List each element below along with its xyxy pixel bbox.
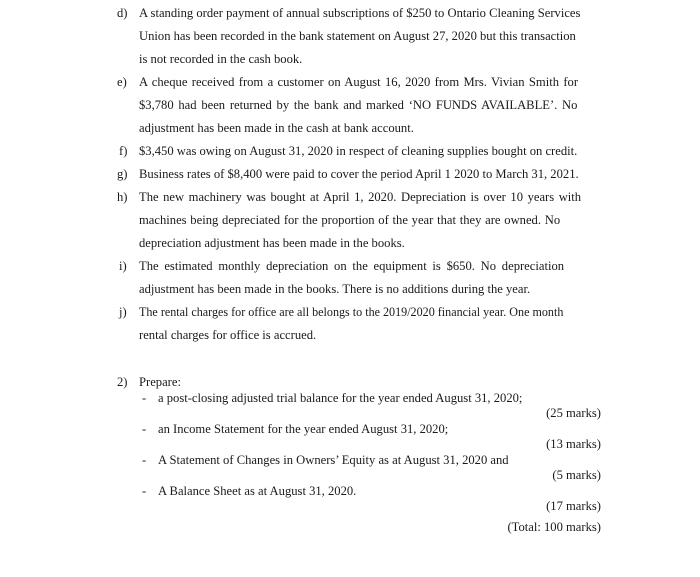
- item-line: adjustment has been made in the cash at bank account.: [139, 121, 414, 135]
- task-text: an Income Statement for the year ended August 31, 2020;: [158, 422, 449, 436]
- item-line: adjustment has been made in the books. There is no additions during the year.: [139, 282, 531, 296]
- item-line: The estimated monthly depreciation on the equipment is $650. No depreciation: [139, 259, 565, 273]
- task-marks: (13 marks): [546, 437, 601, 451]
- task-text: a post-closing adjusted trial balance for the year ended August 31, 2020;: [158, 391, 523, 405]
- item-label: j): [119, 305, 127, 319]
- item-line: $3,450 was owing on August 31, 2020 in respect of cleaning supplies bought on credit.: [139, 144, 578, 158]
- bullet-dash: -: [142, 422, 147, 436]
- task-marks: (5 marks): [552, 468, 601, 482]
- item-line: is not recorded in the cash book.: [139, 52, 303, 66]
- bullet-dash: -: [142, 391, 147, 405]
- item-label: g): [117, 167, 128, 181]
- bullet-dash: -: [142, 453, 147, 467]
- item-line: rental charges for office is accrued.: [139, 328, 317, 342]
- item-line: The new machinery was bought at April 1, 2020. Depreciation is over 10 years with: [139, 190, 582, 204]
- item-label: e): [117, 75, 127, 89]
- section-number: 2): [117, 375, 128, 389]
- item-line: machines being depreciated for the proportion of the year that they are owned. No: [139, 213, 561, 227]
- task-marks: (17 marks): [546, 499, 601, 513]
- prepare-heading: Prepare:: [139, 375, 181, 389]
- item-line: depreciation adjustment has been made in the books.: [139, 236, 405, 250]
- item-label: h): [117, 190, 128, 204]
- task-text: A Balance Sheet as at August 31, 2020.: [158, 484, 357, 498]
- item-label: d): [117, 6, 128, 20]
- bullet-dash: -: [142, 484, 147, 498]
- task-text: A Statement of Changes in Owners’ Equity as at August 31, 2020 and: [158, 453, 509, 467]
- item-label: i): [119, 259, 127, 273]
- total-marks: (Total: 100 marks): [507, 520, 601, 534]
- item-label: f): [119, 144, 128, 158]
- item-line: $3,780 had been returned by the bank and marked ‘NO FUNDS AVAILABLE’. No: [139, 98, 578, 112]
- item-line: The rental charges for office are all belongs to the 2019/2020 financial year. One month: [139, 305, 564, 319]
- item-line: A cheque received from a customer on August 16, 2020 from Mrs. Vivian Smith for: [139, 75, 579, 89]
- item-line: Union has been recorded in the bank statement on August 27, 2020 but this transaction: [139, 29, 576, 43]
- task-marks: (25 marks): [546, 406, 601, 420]
- item-line: Business rates of $8,400 were paid to cover the period April 1 2020 to March 31, 2021.: [139, 167, 579, 181]
- item-line: A standing order payment of annual subscriptions of $250 to Ontario Cleaning Services: [139, 6, 581, 20]
